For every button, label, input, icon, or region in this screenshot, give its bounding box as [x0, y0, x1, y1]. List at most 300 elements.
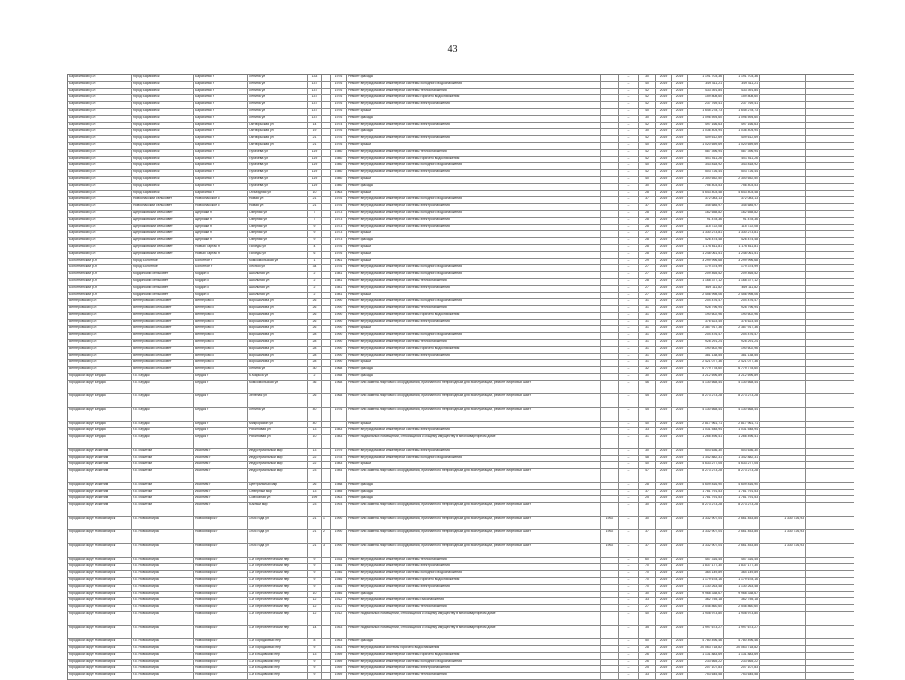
table-cell: – [619, 653, 639, 659]
table-cell: Ремонт или замена лифтового оборудования, признанного непригодным для эксплуатации, ремонт лифтовых шахт [347, 469, 601, 482]
table-cell [322, 666, 331, 672]
table-cell: 1976 [331, 143, 347, 149]
table-cell: 22 [308, 462, 322, 468]
table-cell [322, 578, 331, 584]
table-cell [601, 191, 619, 197]
table-cell: Венгерово с [194, 326, 248, 332]
page-number: 43 [447, 44, 458, 55]
table-cell: 2019 [672, 626, 688, 639]
table-cell: 2019 [672, 265, 688, 271]
table-cell: Ремонт фасада [347, 496, 601, 502]
table-cell: Бердск г [194, 435, 248, 448]
table-cell [601, 89, 619, 95]
table-cell: 7 [308, 211, 322, 217]
table-cell: 2 387 917,36 [688, 326, 724, 332]
table-cell: городской округ Бердск [68, 408, 132, 421]
table-cell [760, 326, 806, 332]
table-cell: 2019 [656, 347, 672, 353]
table-cell: – [619, 592, 639, 598]
table-cell [601, 333, 619, 339]
table-cell [322, 374, 331, 380]
table-cell [322, 150, 331, 156]
table-cell: Ремонт крыши [347, 422, 601, 428]
table-cell [322, 585, 331, 591]
table-cell: 1979 [331, 449, 347, 455]
table-cell: Ремонт подвальных помещений, относящихся к общему имуществу в многоквартирном доме [347, 435, 601, 448]
table-cell: 2019 [672, 503, 688, 516]
table-cell: 2019 [672, 177, 688, 183]
table-cell: Венгеровский р-н [68, 354, 132, 360]
table-cell: 1 179 678,16 [724, 578, 760, 584]
table-cell: 12 [308, 598, 322, 604]
table-cell: 2 661 453,85 [724, 530, 760, 543]
table-cell: 364 149,89 [688, 571, 724, 577]
table-cell: 2019 [672, 157, 688, 163]
table-cell: 2019 [672, 462, 688, 468]
table-cell: 2 661 453,85 [724, 544, 760, 557]
table-cell [322, 279, 331, 285]
table-cell: 2019 [672, 564, 688, 570]
table-cell: 1946 [331, 578, 347, 584]
table-cell: 2019 [672, 313, 688, 319]
table-cell: 26 [308, 313, 322, 319]
table-cell: Ремонт внутридомовой инженерной системы холодного водоснабжения [347, 333, 601, 339]
table-cell [601, 612, 619, 625]
table-cell [322, 136, 331, 142]
table-cell: г.о. Бердск [132, 408, 194, 421]
table-cell: Ремонт внутридомовой инженерной системы холодного водоснабжения [347, 163, 601, 169]
table-cell [601, 490, 619, 496]
table-cell [760, 197, 806, 203]
table-cell: 2019 [672, 89, 688, 95]
table-cell: город Барабинск [132, 136, 194, 142]
table-cell: 2019 [672, 116, 688, 122]
table-cell: – [619, 313, 639, 319]
table-cell [760, 157, 806, 163]
table-cell [760, 259, 806, 265]
table-cell: 457 316,45 [724, 558, 760, 564]
table-cell [322, 571, 331, 577]
table-cell: 31 [639, 340, 656, 346]
table-cell: 137 [308, 102, 322, 108]
table-cell: 2 [308, 272, 322, 278]
table-cell: городской округ Искитим [68, 462, 132, 468]
table-cell: Новосибирск г [194, 585, 248, 591]
table-row [68, 598, 854, 605]
table-cell [601, 408, 619, 421]
table-cell: 1934 [331, 558, 347, 564]
table-cell [322, 265, 331, 271]
table-cell: 4 130 668,44 [724, 408, 760, 421]
table-cell: 1912 [331, 598, 347, 604]
table-cell: 2019 [672, 252, 688, 258]
table-cell: 204 476,47 [724, 333, 760, 339]
table-cell: Пугачева ул [248, 150, 308, 156]
table-cell: Ремонт внутридомовой инженерной системы теплоснабжения [347, 150, 601, 156]
table-cell: 1 330 726,93 [760, 517, 806, 530]
table-cell: городской округ Бердск [68, 435, 132, 448]
table-cell [322, 612, 331, 625]
table-cell: 23 [308, 469, 322, 482]
table-cell: 2019 [656, 313, 672, 319]
table-cell: Победы ул [248, 245, 308, 251]
table-cell: 3 332 907,04 [688, 544, 724, 557]
table-cell: Ремонт внутридомовой инженерной системы холодного водоснабжения [347, 272, 601, 278]
table-cell [760, 333, 806, 339]
table-cell: – [619, 191, 639, 197]
table-cell: 162 658,82 [724, 211, 760, 217]
table-cell: 70 [639, 578, 656, 584]
table-cell: Ворошилова ул [248, 306, 308, 312]
table-cell: Барабинск г [194, 143, 248, 149]
table-cell [760, 408, 806, 421]
table-cell: Венгеровский сельсовет [132, 354, 194, 360]
table-cell: 2019 [656, 666, 672, 672]
table-cell: город Барабинск [132, 82, 194, 88]
table-cell: 10 [308, 191, 322, 197]
table-cell: – [619, 293, 639, 299]
table-cell [760, 422, 806, 428]
table-cell: 2019 [672, 82, 688, 88]
table-cell: 2019 [656, 123, 672, 129]
table-cell: 119 [308, 157, 322, 163]
table-cell: 433 391,84 [724, 89, 760, 95]
table-cell: Барабинск г [194, 89, 248, 95]
table-cell: 2019 [672, 592, 688, 598]
table-cell: – [619, 456, 639, 462]
table-cell: 30 [308, 367, 322, 373]
table-cell: Щербаки п [194, 225, 248, 231]
table-cell: Болотнинский р-н [68, 286, 132, 292]
table-cell: г.о. Новосибирск [132, 592, 194, 598]
table-cell: Новый Тартас п [194, 245, 248, 251]
table-row [68, 231, 854, 238]
table-cell: 2019 [656, 605, 672, 611]
table-cell: 1 997 673,27 [688, 626, 724, 639]
table-row [68, 605, 854, 612]
table-cell [322, 109, 331, 115]
table-cell [601, 252, 619, 258]
table-cell: Венгеровский р-н [68, 326, 132, 332]
table-cell: городской округ Новосибирск [68, 571, 132, 577]
table-cell: Искитим г [194, 483, 248, 489]
table-cell: 1 176 611,81 [688, 245, 724, 251]
table-cell: – [619, 496, 639, 502]
table-cell: 1976 [331, 252, 347, 258]
table-cell: Кордон с [194, 293, 248, 299]
table-cell: 9 [308, 238, 322, 244]
table-cell: 137 [308, 109, 322, 115]
table-cell: Ремонт внутридомовой инженерной системы теплоснабжения [347, 558, 601, 564]
table-cell: Венгерово с [194, 313, 248, 319]
table-cell: 1976 [331, 204, 347, 210]
table-cell: 2019 [656, 293, 672, 299]
table-cell: Ремонт внутридомовой инженерной системы электроснабжения [347, 123, 601, 129]
table-cell: г.о. Искитим [132, 449, 194, 455]
table-cell [601, 143, 619, 149]
table-cell: Ремонт крыши [347, 360, 601, 366]
table-cell: 2019 [656, 225, 672, 231]
table-cell: Совхозная ул [248, 496, 308, 502]
table-cell: 2019 [656, 490, 672, 496]
table-cell: 1 342 882,31 [724, 456, 760, 462]
table-row [68, 490, 854, 497]
table-cell: Новоспасский сельсовет [132, 204, 194, 210]
table-cell: 2019 [656, 204, 672, 210]
table-cell: Барабинский р-н [68, 143, 132, 149]
table-cell: городской округ Новосибирск [68, 612, 132, 625]
table-cell: 2019 [656, 333, 672, 339]
table-row [68, 218, 854, 225]
table-cell: 3 212 696,89 [688, 374, 724, 380]
table-cell [601, 592, 619, 598]
table-cell [760, 163, 806, 169]
table-cell: Искитим г [194, 469, 248, 482]
table-cell: 1981 [331, 286, 347, 292]
table-cell [601, 163, 619, 169]
table-cell: 1-й Переселенческий пер [248, 592, 308, 598]
table-cell: Ремонт фасада [347, 374, 601, 380]
table-cell: Барабинский р-н [68, 204, 132, 210]
table-cell [601, 347, 619, 353]
table-cell: 1976 [331, 102, 347, 108]
table-cell: 1983 [331, 428, 347, 434]
table-cell: Октябрьская ул [248, 123, 308, 129]
table-cell: Барабинский р-н [68, 157, 132, 163]
table-cell: Венгерово с [194, 367, 248, 373]
table-cell: городской округ Новосибирск [68, 639, 132, 645]
table-cell: 8 273 273,28 [688, 503, 724, 516]
table-cell: 119 [308, 184, 322, 190]
table-cell: 2019 [656, 503, 672, 516]
table-cell: 1 168 377,12 [724, 279, 760, 285]
table-cell: Южный мкр [248, 503, 308, 516]
table-cell: – [619, 252, 639, 258]
table-cell: 2 456 998,06 [724, 293, 760, 299]
table-cell: 32 [639, 367, 656, 373]
table-cell: 1 908 973,80 [724, 612, 760, 625]
table-cell: 137 [308, 116, 322, 122]
table-cell: 28 [639, 252, 656, 258]
table-cell: – [619, 660, 639, 666]
table-cell: 1-й Порядковый пер [248, 646, 308, 652]
table-cell: г.о. Новосибирск [132, 530, 194, 543]
table-cell: – [619, 129, 639, 135]
table-cell: Ремонт или замена лифтового оборудования, признанного непригодным для эксплуатации, ремонт лифтовых шахт [347, 530, 601, 543]
table-cell: 1976 [331, 129, 347, 135]
table-cell: 1973 [331, 238, 347, 244]
table-cell: 12 [308, 605, 322, 611]
table-cell: 9 [308, 673, 322, 679]
table-cell: 1 020 659,69 [724, 143, 760, 149]
table-cell: 4 780 496,46 [688, 639, 724, 645]
table-cell: Новосибирск г [194, 571, 248, 577]
table-cell [601, 129, 619, 135]
table-cell: 2019 [656, 571, 672, 577]
table-cell: 2019 [656, 75, 672, 81]
table-cell: 1-й Ельцовский пер [248, 673, 308, 679]
table-cell [322, 197, 331, 203]
table-cell: Озерная ул [248, 225, 308, 231]
table-cell: 4 609 816,90 [688, 483, 724, 489]
table-cell [760, 449, 806, 455]
table-cell: 137 [308, 82, 322, 88]
table-row [68, 544, 854, 558]
table-cell: 2019 [656, 564, 672, 570]
table-cell: 2019 [656, 259, 672, 265]
table-cell: 1953 [331, 626, 347, 639]
table-cell: 1 645 278,73 [724, 109, 760, 115]
table-cell [760, 626, 806, 639]
table-cell: 190 602,96 [688, 313, 724, 319]
table-cell: 2019 [672, 286, 688, 292]
table-row [68, 211, 854, 218]
table-cell [322, 272, 331, 278]
table-cell: 1984 [331, 469, 347, 482]
table-cell: Ремонт внутридомовой инженерной системы холодного водоснабжения [347, 197, 601, 203]
table-cell [760, 150, 806, 156]
table-cell: – [619, 170, 639, 176]
table-cell: 2 456 998,06 [688, 293, 724, 299]
table-cell: 1912 [331, 612, 347, 625]
table-cell: Барабинск г [194, 177, 248, 183]
table-cell: Барабинск г [194, 123, 248, 129]
table-cell: Октябрьская ул [248, 143, 308, 149]
table-cell: городской округ Новосибирск [68, 626, 132, 639]
table-cell: 48 [639, 456, 656, 462]
table-cell: 2019 [672, 75, 688, 81]
table-cell [322, 660, 331, 666]
table-cell: Ремонт внутридомовой инженерной системы горячего водоснабжения [347, 347, 601, 353]
table-cell: 60 [639, 558, 656, 564]
table-row [68, 75, 854, 82]
table-cell: Ремонт внутридомовой инженерной системы холодного водоснабжения [347, 265, 601, 271]
table-cell [601, 272, 619, 278]
table-cell: Рябиновая ул [248, 435, 308, 448]
table-cell: 2019 [672, 673, 688, 679]
table-cell: 40 [639, 612, 656, 625]
table-cell: Новосибирск г [194, 639, 248, 645]
table-cell: 1-й Ельцовский пер [248, 666, 308, 672]
table-cell: 4 [308, 245, 322, 251]
table-cell: Бердск г [194, 381, 248, 394]
table-cell: 1980 [331, 157, 347, 163]
table-cell: Ремонт крыши [347, 293, 601, 299]
table-cell: – [619, 490, 639, 496]
table-cell [760, 503, 806, 516]
table-cell: 2019 [656, 626, 672, 639]
table-cell: 40 [639, 82, 656, 88]
table-cell: Ремонт внутридомовой системы горячего водоснабжения [347, 646, 601, 652]
table-cell: Болотнинский р-н [68, 272, 132, 278]
table-cell [760, 354, 806, 360]
table-cell: 756 403,53 [688, 184, 724, 190]
table-cell: 209 465,52 [724, 272, 760, 278]
table-cell [760, 204, 806, 210]
table-cell [760, 374, 806, 380]
table-cell: Ремонт внутридомовой инженерной системы теплоснабжения [347, 340, 601, 346]
table-cell: Бердск г [194, 428, 248, 434]
table-cell: К.Маркса ул [248, 374, 308, 380]
table-cell: 3 332 907,04 [688, 530, 724, 543]
table-cell: 2019 [672, 299, 688, 305]
table-cell: 26 [308, 483, 322, 489]
table-cell: – [619, 598, 639, 604]
table-cell: 2 421 077,36 [688, 360, 724, 366]
table-cell: 2019 [656, 517, 672, 530]
table-cell: 2019 [672, 102, 688, 108]
table-cell: Барабинск г [194, 191, 248, 197]
table-cell: Щербаковский сельсовет [132, 211, 194, 217]
table-cell [760, 558, 806, 564]
table-cell: городской округ Новосибирск [68, 673, 132, 679]
table-cell: 1976 [331, 265, 347, 271]
table-cell [760, 428, 806, 434]
table-cell: Ремонт внутридомовой инженерной системы газоснабжения [347, 598, 601, 604]
table-cell: 2019 [656, 381, 672, 394]
table-cell: 1980 [331, 177, 347, 183]
table-cell: городской округ Новосибирск [68, 517, 132, 530]
table-cell: 30 [639, 184, 656, 190]
table-cell: 9 [308, 585, 322, 591]
table-cell: 204 476,47 [724, 299, 760, 305]
table-cell: 190 602,96 [724, 313, 760, 319]
table-cell: 42 [639, 89, 656, 95]
table-cell: 2019 [672, 374, 688, 380]
table-cell: – [619, 564, 639, 570]
table-cell: г.о. Новосибирск [132, 673, 194, 679]
table-row [68, 299, 854, 306]
table-cell: 2019 [656, 143, 672, 149]
table-cell: 137 [308, 89, 322, 95]
table-cell: Новоспасское с [194, 197, 248, 203]
table-cell [322, 191, 331, 197]
table-cell: 1973 [331, 211, 347, 217]
table-cell: 1981 [331, 293, 347, 299]
table-cell: 30 [639, 374, 656, 380]
table-cell: 42 [639, 170, 656, 176]
table-cell: город Барабинск [132, 157, 194, 163]
table-cell: 2019 [656, 306, 672, 312]
table-cell: Щербаки п [194, 218, 248, 224]
table-cell: Барабинский р-н [68, 177, 132, 183]
table-cell: 1973 [331, 225, 347, 231]
table-cell: Новоспасское с [194, 204, 248, 210]
table-cell: 1985 [331, 490, 347, 496]
table-cell: 2019 [672, 571, 688, 577]
table-cell: 21 [308, 143, 322, 149]
table-cell: г.о. Новосибирск [132, 653, 194, 659]
table-cell: 28 [639, 218, 656, 224]
table-cell: Новосибирск г [194, 666, 248, 672]
table-cell: 2019 [672, 612, 688, 625]
table-cell [322, 218, 331, 224]
table-cell: Новая ул [248, 197, 308, 203]
table-row [68, 394, 854, 408]
table-cell [601, 340, 619, 346]
table-cell: 1 781 791,53 [724, 490, 760, 496]
table-cell: 31 [639, 313, 656, 319]
table-cell: 1974 [331, 123, 347, 129]
table-cell [601, 585, 619, 591]
table-cell: Школьная ул [248, 293, 308, 299]
table-cell: Кордонский сельсовет [132, 279, 194, 285]
table-cell: 27 [639, 286, 656, 292]
table-row [68, 252, 854, 259]
table-cell: 42 [639, 102, 656, 108]
table-cell: 1990 [331, 340, 347, 346]
table-cell: Венгерово с [194, 306, 248, 312]
